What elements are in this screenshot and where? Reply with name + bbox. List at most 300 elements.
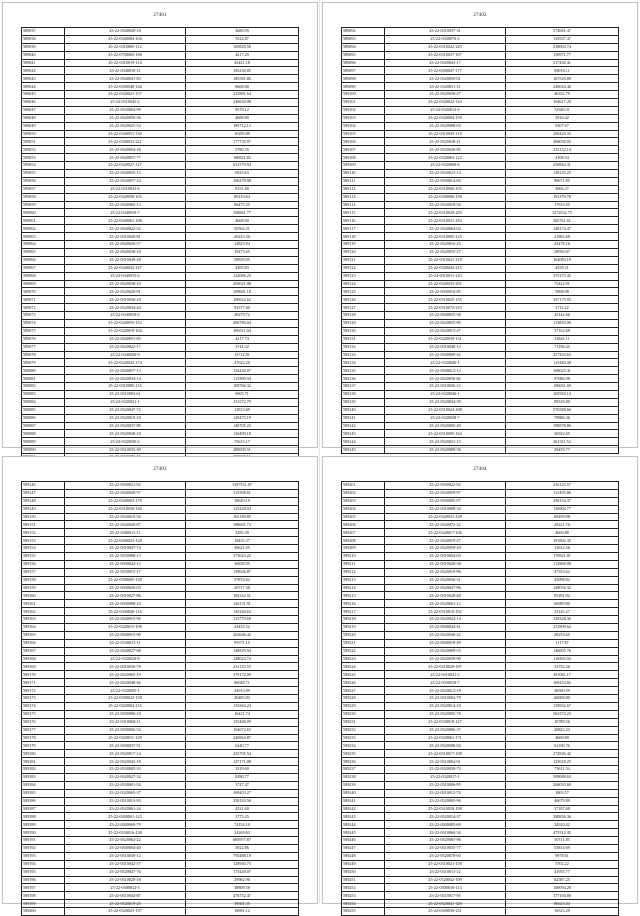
amount-cell: 57874.62: [186, 576, 299, 584]
account-code-cell: 25-22-0300021-92: [65, 482, 186, 490]
amount-cell: 53814.69: [506, 844, 619, 852]
account-code-cell: 25-22-0310010-192: [385, 608, 506, 616]
account-code-cell: 25-22-0330018-7: [385, 679, 506, 687]
table-row: [22, 422, 299, 430]
table-row: [342, 177, 619, 185]
table-row: [22, 162, 299, 170]
amount-cell: 169403.27: [186, 789, 299, 797]
table-row: [22, 687, 299, 695]
table-row: [342, 438, 619, 446]
record-id-cell: 589216: [342, 600, 385, 608]
account-code-cell: 25-22-0300022-92: [385, 482, 506, 490]
account-code-cell: 25-22-0320061-171: [385, 734, 506, 742]
account-code-cell: 25-22-0340020-9: [65, 351, 186, 359]
table-row: [22, 608, 299, 616]
amount-cell: 33732.26: [506, 663, 619, 671]
table-row: [342, 248, 619, 256]
table-row: [342, 162, 619, 170]
record-id-cell: 589052: [22, 146, 65, 154]
account-code-cell: 25-22-0320015-108: [65, 624, 186, 632]
table-row: [342, 367, 619, 375]
record-id-cell: 589055: [22, 170, 65, 178]
table-row: [22, 844, 299, 852]
amount-cell: 191802.35: [506, 537, 619, 545]
table-row: [22, 876, 299, 884]
table-row: [22, 28, 299, 36]
amount-cell: 41955.77: [506, 868, 619, 876]
record-id-cell: 589234: [342, 742, 385, 750]
record-id-cell: 589141: [342, 414, 385, 422]
record-id-cell: 589233: [342, 734, 385, 742]
record-id-cell: 589106: [342, 138, 385, 146]
table-row: [342, 797, 619, 805]
table-row: [342, 513, 619, 521]
account-code-cell: 25-22-0320019-86: [385, 568, 506, 576]
account-code-cell: 25-22-0320065-96: [385, 797, 506, 805]
table-row: [22, 821, 299, 829]
account-code-cell: 25-22-0320030-27: [385, 91, 506, 99]
record-id-cell: 589037: [22, 28, 65, 36]
record-id-cell: 589167: [22, 647, 65, 655]
amount-cell: 6905.71: [186, 390, 299, 398]
table-row: [22, 390, 299, 398]
page-gutter: [319, 0, 320, 905]
record-id-cell: 589125: [342, 288, 385, 296]
record-id-cell: 589206: [342, 521, 385, 529]
record-id-cell: 589163: [22, 616, 65, 624]
amount-cell: 164083.19: [506, 256, 619, 264]
amount-cell: 1117.87: [506, 639, 619, 647]
table-row: [342, 537, 619, 545]
account-code-cell: 25-22-0310021-158: [385, 860, 506, 868]
record-id-cell: 589156: [22, 560, 65, 568]
account-code-cell: 25-22-0320061-12: [385, 600, 506, 608]
account-code-cell: 25-22-0320004-116: [65, 702, 186, 710]
table-row: [342, 529, 619, 537]
account-code-cell: 25-22-0310043-6: [65, 185, 186, 193]
amount-cell: 9307.67: [506, 122, 619, 130]
account-code-cell: 25-22-0320023-14: [385, 170, 506, 178]
table-row: [22, 335, 299, 343]
record-id-cell: 589178: [22, 734, 65, 742]
amount-cell: 28221.76: [506, 521, 619, 529]
account-code-cell: 25-22-0310085-116: [65, 383, 186, 391]
table-row: [342, 106, 619, 114]
record-id-cell: 589053: [22, 154, 65, 162]
table-row: [342, 390, 619, 398]
account-code-cell: 25-22-0320017-1: [385, 773, 506, 781]
table-row: [22, 106, 299, 114]
amount-cell: 66698.80: [506, 695, 619, 703]
record-id-cell: 589247: [342, 844, 385, 852]
table-row: [22, 170, 299, 178]
amount-cell: 261311.52: [506, 438, 619, 446]
table-row: [342, 327, 619, 335]
amount-cell: 266033.60: [506, 781, 619, 789]
table-row: [342, 908, 619, 916]
account-code-cell: 25-22-0340055-15: [65, 170, 186, 178]
account-code-cell: 25-22-0310060-105: [385, 185, 506, 193]
account-code-cell: 25-22-0320047-76: [65, 868, 186, 876]
table-row: [22, 553, 299, 561]
record-id-cell: 589237: [342, 766, 385, 774]
table-row: [342, 829, 619, 837]
table-row: [22, 99, 299, 107]
account-code-cell: 25-22-0310019-114: [65, 59, 186, 67]
amount-cell: 203021.08: [186, 280, 299, 288]
account-code-cell: 25-22-0320034-14: [65, 375, 186, 383]
table-row: [22, 327, 299, 335]
record-id-cell: 589180: [22, 750, 65, 758]
amount-cell: 4558.21: [506, 264, 619, 272]
amount-cell: 4669.88: [506, 529, 619, 537]
table-row: [22, 521, 299, 529]
amount-cell: 225881.64: [186, 91, 299, 99]
account-code-cell: 25-22-0330013-11: [65, 639, 186, 647]
account-code-cell: 25-22-0300005-139: [65, 576, 186, 584]
record-id-cell: 589172: [22, 687, 65, 695]
table-row: [22, 797, 299, 805]
record-id-cell: 589127: [342, 304, 385, 312]
table-row: [342, 422, 619, 430]
amount-cell: 190061.69: [506, 383, 619, 391]
record-id-cell: 589228: [342, 695, 385, 703]
table-row: [342, 359, 619, 367]
account-code-cell: 25-22-0310005-164: [385, 430, 506, 438]
table-row: [342, 170, 619, 178]
account-code-cell: 25-22-0320047-72: [65, 406, 186, 414]
table-row: [22, 545, 299, 553]
table-row: [22, 217, 299, 225]
account-code-cell: 25-22-0320043-18: [65, 758, 186, 766]
account-code-cell: 25-22-0340032-127: [65, 264, 186, 272]
account-code-cell: 25-22-0320095-1: [65, 687, 186, 695]
record-id-cell: 589082: [22, 383, 65, 391]
record-id-cell: 589236: [342, 758, 385, 766]
record-id-cell: 589171: [22, 679, 65, 687]
account-code-cell: 25-22-0320046-1: [385, 390, 506, 398]
record-id-cell: 589090: [22, 446, 65, 454]
amount-cell: 473512.45: [506, 829, 619, 837]
amount-cell: 182342.51: [186, 592, 299, 600]
account-code-cell: 25-22-0320042-109: [385, 876, 506, 884]
amount-cell: 217430.41: [506, 59, 619, 67]
amount-cell: 93577.60: [186, 304, 299, 312]
amount-cell: 185712.13: [186, 122, 299, 130]
table-row: [22, 750, 299, 758]
table-row: [342, 852, 619, 860]
record-id-cell: 589223: [342, 655, 385, 663]
amount-cell: 19473.65: [186, 248, 299, 256]
amount-cell: 4217.29: [186, 51, 299, 59]
record-id-cell: 589182: [22, 766, 65, 774]
table-row: [342, 406, 619, 414]
table-row: [22, 868, 299, 876]
amount-cell: 1272532.75: [506, 209, 619, 217]
record-id-cell: 589174: [22, 702, 65, 710]
record-id-cell: 589088: [22, 430, 65, 438]
amount-cell: 104672.63: [186, 726, 299, 734]
record-id-cell: 589158: [22, 576, 65, 584]
amount-cell: 32841.11: [506, 335, 619, 343]
record-id-cell: 589116: [342, 217, 385, 225]
record-id-cell: 589232: [342, 726, 385, 734]
amount-cell: 8668.80: [186, 83, 299, 91]
amount-cell: 123228.04: [186, 505, 299, 513]
account-code-cell: 25-22-0320021-157: [65, 91, 186, 99]
amount-cell: 8151.80: [186, 185, 299, 193]
amount-cell: 258154.37: [506, 497, 619, 505]
amount-cell: 8280.77: [186, 773, 299, 781]
record-id-cell: 589242: [342, 805, 385, 813]
record-id-cell: 589051: [22, 138, 65, 146]
amount-cell: 631579.94: [186, 162, 299, 170]
record-id-cell: 589169: [22, 663, 65, 671]
table-row: [342, 193, 619, 201]
amount-cell: 233152.14: [506, 146, 619, 154]
record-id-cell: 589093: [342, 35, 385, 43]
record-id-cell: 589192: [22, 844, 65, 852]
record-id-cell: 589159: [22, 584, 65, 592]
table-row: [22, 576, 299, 584]
amount-cell: 126131.91: [186, 600, 299, 608]
amount-cell: 139636.87: [186, 568, 299, 576]
account-code-cell: 25-22-0320019-25: [65, 900, 186, 908]
amount-cell: 115779.68: [186, 616, 299, 624]
record-id-cell: 589059: [22, 201, 65, 209]
table-row: [22, 663, 299, 671]
table-row: [342, 138, 619, 146]
account-code-cell: 25-22-0320029-8: [65, 655, 186, 663]
account-code-cell: 25-22-0330001-54: [65, 781, 186, 789]
table-row: [22, 43, 299, 51]
account-code-cell: 25-22-0310004-91: [385, 758, 506, 766]
record-id-cell: 589058: [22, 193, 65, 201]
account-code-cell: 25-22-0300004-40: [65, 844, 186, 852]
amount-cell: 795488.18: [186, 852, 299, 860]
account-code-cell: 25-22-0340057-77: [65, 154, 186, 162]
account-code-cell: 25-22-0320039-131: [385, 335, 506, 343]
record-id-cell: 589097: [342, 67, 385, 75]
record-id-cell: 589076: [22, 335, 65, 343]
amount-cell: 3922.86: [186, 844, 299, 852]
record-id-cell: 589214: [342, 584, 385, 592]
account-code-cell: 25-22-0300030-231: [385, 908, 506, 916]
table-row: [342, 343, 619, 351]
amount-cell: 20485.83: [186, 695, 299, 703]
amount-cell: 248024.46: [506, 83, 619, 91]
account-code-cell: 25-22-0310008-34: [385, 505, 506, 513]
table-row: [342, 655, 619, 663]
record-id-cell: 589226: [342, 679, 385, 687]
amount-cell: 123618.25: [506, 758, 619, 766]
amount-cell: 115448.48: [506, 359, 619, 367]
table-row: [22, 639, 299, 647]
ledger-sheet: [2, 456, 318, 914]
table-row: [342, 742, 619, 750]
account-code-cell: 25-22-0320019-104: [65, 327, 186, 335]
table-row: [342, 489, 619, 497]
account-code-cell: 25-22-0320012-18: [385, 687, 506, 695]
amount-cell: 191379.78: [506, 193, 619, 201]
amount-cell: 468030.02: [506, 138, 619, 146]
account-code-cell: 25-22-0310005-112: [65, 43, 186, 51]
amount-cell: 45421.18: [186, 59, 299, 67]
account-code-cell: 25-22-0320041-320: [385, 900, 506, 908]
record-id-cell: 589142: [342, 422, 385, 430]
amount-cell: 170821.81: [506, 553, 619, 561]
account-code-cell: 25-22-0330005-33: [65, 766, 186, 774]
account-code-cell: 25-22-0340050-36: [65, 114, 186, 122]
record-id-cell: 589219: [342, 624, 385, 632]
amount-cell: 4521.60: [186, 805, 299, 813]
amount-cell: 96475.35: [186, 201, 299, 209]
record-id-cell: 589108: [342, 154, 385, 162]
account-code-cell: 25-22-0320040-1: [385, 359, 506, 367]
record-id-cell: 589196: [22, 876, 65, 884]
account-code-cell: 25-22-0340038-18: [65, 248, 186, 256]
record-id-cell: 589112: [342, 185, 385, 193]
record-id-cell: 589096: [342, 59, 385, 67]
amount-cell: 26223.36: [186, 233, 299, 241]
table-row: [22, 430, 299, 438]
record-id-cell: 589243: [342, 813, 385, 821]
record-id-cell: 589060: [22, 209, 65, 217]
record-id-cell: 589145: [342, 446, 385, 454]
account-code-cell: 25-22-0310003-61: [65, 390, 186, 398]
account-code-cell: 25-22-0340015-4: [65, 272, 186, 280]
account-code-cell: 25-22-0310035-118: [385, 130, 506, 138]
account-code-cell: 25-22-0310028-48: [385, 592, 506, 600]
amount-cell: 262646.42: [186, 631, 299, 639]
amount-cell: 43478.16: [506, 241, 619, 249]
account-code-cell: 25-22-0340065-13: [65, 201, 186, 209]
account-code-cell: 25-22-0310041-2: [385, 671, 506, 679]
table-row: [22, 146, 299, 154]
record-id-cell: 589186: [22, 797, 65, 805]
amount-cell: 34910.42: [506, 821, 619, 829]
table-row: [342, 884, 619, 892]
table-row: [342, 766, 619, 774]
account-code-cell: 25-22-0320031-11: [385, 83, 506, 91]
account-code-cell: 25-22-0340018-11: [65, 67, 186, 75]
record-id-cell: 589189: [22, 821, 65, 829]
table-row: [342, 51, 619, 59]
amount-cell: 272826.42: [506, 750, 619, 758]
table-row: [22, 351, 299, 359]
account-code-cell: 25-22-0320024-14: [385, 616, 506, 624]
table-row: [342, 687, 619, 695]
amount-cell: 173448.07: [186, 868, 299, 876]
record-id-cell: 589118: [342, 233, 385, 241]
amount-cell: 45142.66: [506, 312, 619, 320]
account-code-cell: 25-22-0300023-128: [65, 537, 186, 545]
record-id-cell: 589252: [342, 884, 385, 892]
table-row: [342, 758, 619, 766]
account-code-cell: 25-22-0320027-127: [65, 162, 186, 170]
record-id-cell: 589135: [342, 367, 385, 375]
account-code-cell: 25-22-0340051-85: [65, 335, 186, 343]
amount-cell: 375275.45: [506, 272, 619, 280]
table-row: [22, 766, 299, 774]
account-code-cell: 25-22-0320013-27: [385, 327, 506, 335]
account-code-cell: 25-22-0320017-14: [65, 750, 186, 758]
amount-cell: 423795.54: [186, 750, 299, 758]
account-code-cell: 25-22-0300001-125: [65, 813, 186, 821]
account-code-cell: 25-22-0310031-183: [385, 217, 506, 225]
amount-cell: 200780.04: [186, 319, 299, 327]
record-id-cell: 589235: [342, 750, 385, 758]
amount-cell: 36922.65: [506, 430, 619, 438]
amount-cell: 128940.75: [186, 860, 299, 868]
record-id-cell: 589122: [342, 264, 385, 272]
record-id-cell: 589175: [22, 710, 65, 718]
amount-cell: 72920.31: [506, 106, 619, 114]
table-row: [342, 398, 619, 406]
table-row: [342, 844, 619, 852]
ledger-sheet: [2, 2, 318, 452]
table-row: [22, 655, 299, 663]
record-id-cell: 589229: [342, 702, 385, 710]
table-row: [22, 35, 299, 43]
account-code-cell: 25-22-0340041-83: [65, 75, 186, 83]
amount-cell: 168861.77: [186, 209, 299, 217]
record-id-cell: 589134: [342, 359, 385, 367]
account-code-cell: 25-22-0330004-99: [65, 106, 186, 114]
table-row: [342, 217, 619, 225]
amount-cell: 168025.41: [506, 367, 619, 375]
record-id-cell: 589222: [342, 647, 385, 655]
record-id-cell: 589124: [342, 280, 385, 288]
amount-cell: 165584.14: [506, 390, 619, 398]
amount-cell: 4668.90: [186, 217, 299, 225]
table-row: [22, 805, 299, 813]
record-id-cell: 589211: [342, 560, 385, 568]
account-code-cell: 25-22-0320050-01: [385, 75, 506, 83]
account-code-cell: 25-22-0310017-95: [385, 892, 506, 900]
account-code-cell: 25-22-0320072-22: [385, 521, 506, 529]
amount-cell: 69016.11: [506, 67, 619, 75]
account-code-cell: 25-22-0320034-44: [65, 304, 186, 312]
table-row: [22, 908, 299, 916]
table-row: [342, 710, 619, 718]
record-id-cell: 589114: [342, 201, 385, 209]
record-id-cell: 589094: [342, 43, 385, 51]
account-code-cell: 25-22-0310027-86: [65, 592, 186, 600]
account-code-cell: 25-22-0320088-03: [385, 122, 506, 130]
account-code-cell: 25-22-0320048-46: [65, 679, 186, 687]
account-code-cell: 25-22-0320078-03: [385, 852, 506, 860]
ledger-table: [21, 27, 299, 462]
record-id-cell: 589041: [22, 59, 65, 67]
record-id-cell: 589070: [22, 288, 65, 296]
table-row: [22, 438, 299, 446]
account-code-cell: 25-22-0340004-104: [65, 35, 186, 43]
record-id-cell: 589177: [22, 726, 65, 734]
table-row: [22, 233, 299, 241]
record-id-cell: 589239: [342, 781, 385, 789]
record-id-cell: 589133: [342, 351, 385, 359]
table-row: [342, 288, 619, 296]
record-id-cell: 589107: [342, 146, 385, 154]
record-id-cell: 589221: [342, 639, 385, 647]
record-id-cell: 589101: [342, 99, 385, 107]
amount-cell: 62587.25: [506, 876, 619, 884]
account-code-cell: 25-22-0310020-187: [385, 663, 506, 671]
amount-cell: 226964.87: [186, 734, 299, 742]
table-row: [22, 91, 299, 99]
amount-cell: 4385.83: [186, 264, 299, 272]
